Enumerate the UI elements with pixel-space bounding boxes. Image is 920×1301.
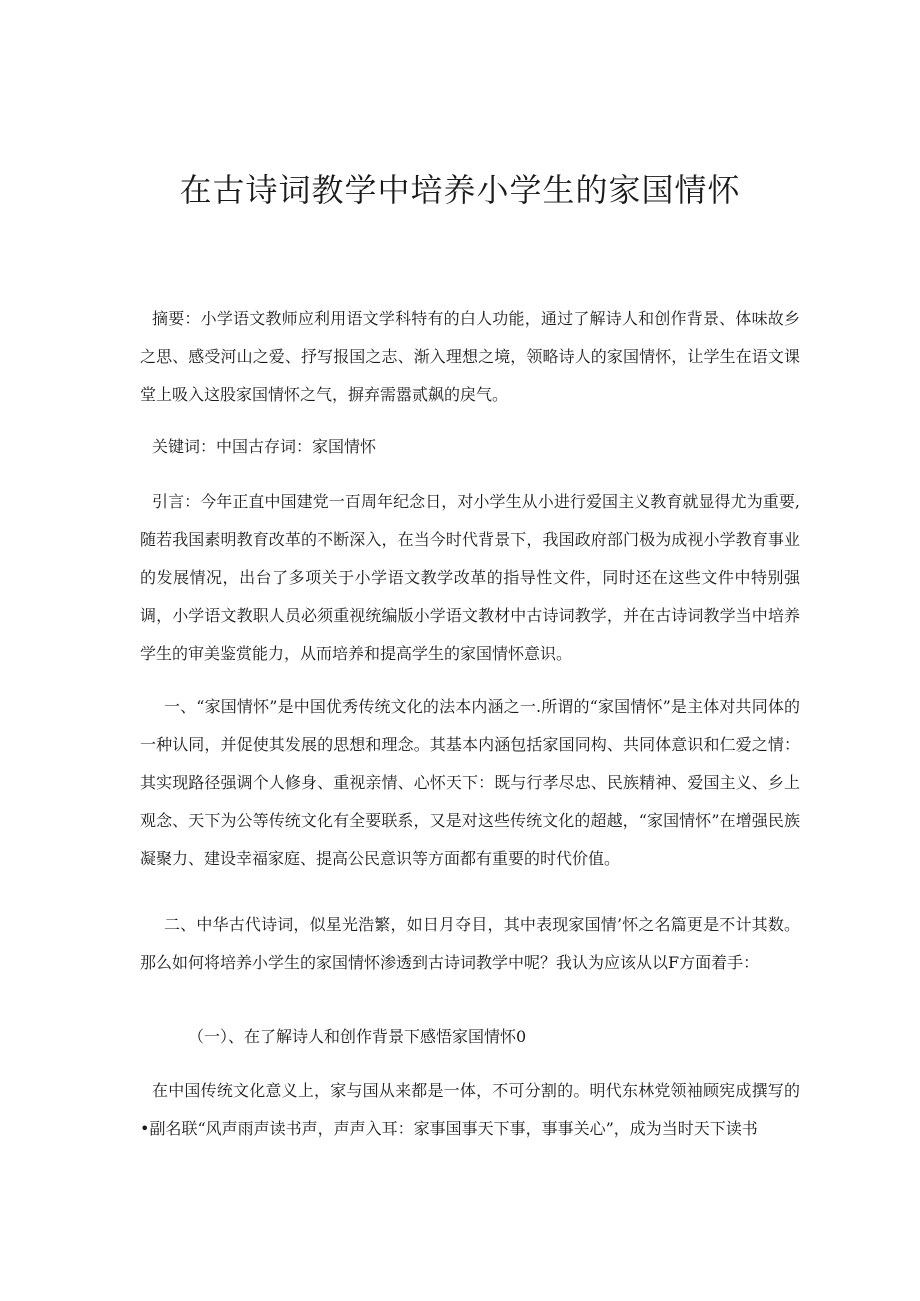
body-paragraph: 在中国传统文化意义上，家与国从来都是一体，不可分割的。明代东林党领袖顾宪成撰写的•副名联“风声雨声读书声，声声入耳：家事国事天下事，事事关心”，成为当时天下读书: [140, 1081, 800, 1138]
document-title: 在古诗词教学中培养小学生的家国情怀: [179, 171, 741, 209]
section-two-paragraph: 二、中华古代诗词，似星光浩繁，如日月夺目，其中表现家国情’怀之名篇更是不计其数。那么如何将培养小学生的家国情怀渗透到古诗词教学中呢？我认为应该从以F方面着手：: [140, 915, 800, 972]
keywords-line: 关键词：中国古存词：家国情怀: [152, 437, 377, 456]
subsection-heading: （一）、在了解诗人和创作背景下感悟家国情怀0: [188, 1027, 527, 1046]
intro-paragraph: 引言：今年正直中国建党一百周年纪念日，对小学生从小进行爱国主义教育就显得尤为重要,随若我国素明教育改革的不断深入，在当今时代背景下，我国政府部门极为成视小学教育事业的发展情况，出台了多项关于小学语文教学改革的指导性文件，同时还在这些文件中特别强调，小学语文教职人员必须重视统编版小学语文教材中古诗词教学，并在古诗词教学当中培养学生的审美鉴赏能力，从而培养和提高学生的家国情怀意识。: [140, 492, 800, 663]
abstract-paragraph: 摘要：小学语文教师应利用语文学科特有的白人功能，通过了解诗人和创作背景、体味故乡之思、感受河山之爱、抒写报国之志、渐入理想之境，领略诗人的家国情怀，让学生在语文课堂上吸入这股家国情怀之气，摒弃需嚣贰飙的戾气。: [140, 309, 800, 404]
section-one-paragraph: 一、“家国情怀”是中国优秀传统文化的法本内涵之一.所谓的“家国情怀”是主体对共同体的一种认同，并促使其发展的思想和理念。其基本内涵包括家国同构、共同体意识和仁爱之情：其实现路径强调个人修身、重视亲情、心怀天下：既与行孝尽忠、民族精神、爱国主义、乡上观念、天下为公等传统文化有全要联系，又是对这些传统文化的超越，“家国情怀”在增强民族凝聚力、建设幸福家庭、提高公民意识等方面都有重要的时代价值。: [140, 697, 800, 868]
